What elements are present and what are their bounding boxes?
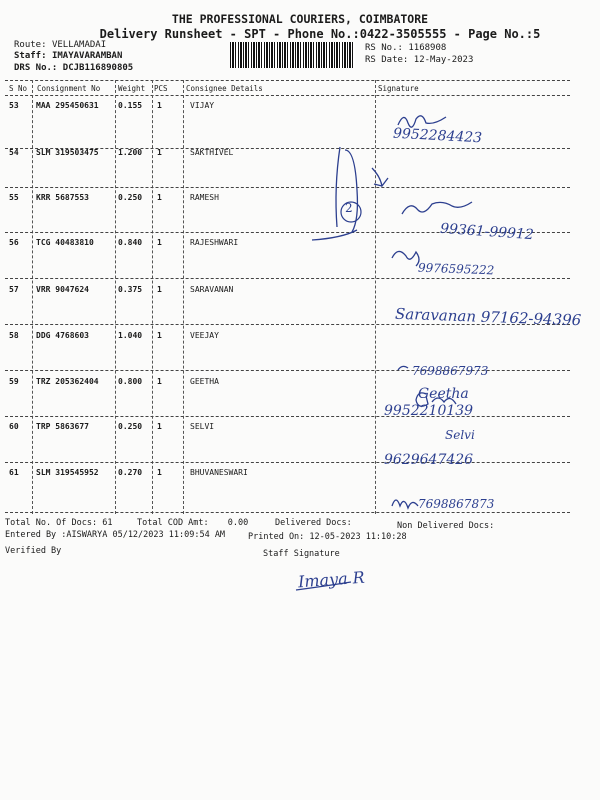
staff-value: IMAYAVARAMBAN <box>51 51 123 61</box>
row-pcs: 1 <box>157 285 162 294</box>
row-sno: 55 <box>9 193 19 202</box>
total-cod-value: 0.00 <box>227 518 249 528</box>
row-weight: 0.155 <box>118 101 143 110</box>
row-consignee: GEETHA <box>190 377 219 386</box>
rs-no-value: 1168908 <box>408 43 447 53</box>
column-header: PCS <box>154 84 168 93</box>
route-value: VELLAMADAI <box>51 40 107 50</box>
column-header: Weight <box>118 84 146 93</box>
total-cod <box>137 518 248 528</box>
staff-label: Staff: <box>14 51 47 61</box>
signature-stroke <box>392 500 418 508</box>
row-weight: 1.040 <box>118 331 143 340</box>
row-sno: 60 <box>9 422 19 431</box>
row-weight: 0.800 <box>118 377 143 386</box>
total-cod-label: Total COD Amt: <box>137 518 209 528</box>
row-pcs: 1 <box>157 238 162 247</box>
row-consignee: VEEJAY <box>190 331 219 340</box>
rs-date-label: RS Date: <box>365 55 409 65</box>
handwritten-phone: 9952210139 <box>384 403 474 419</box>
column-header: Consignment No <box>37 84 101 93</box>
column-header: Signature <box>378 84 419 93</box>
handwritten-phone: 9629647426 <box>384 452 474 468</box>
row-consignment: DDG 4768603 <box>36 331 89 340</box>
row-consignment: MAA 295450631 <box>36 101 99 110</box>
handwritten-phone: 7698867873 <box>418 497 495 511</box>
handwritten-name: Selvi <box>445 428 475 442</box>
row-weight: 0.840 <box>118 238 143 247</box>
drs-value: DCJB116890805 <box>62 63 134 73</box>
route-label: Route: <box>14 40 47 50</box>
handwritten-name-phone: Saravanan 97162-94396 <box>394 304 582 330</box>
row-weight: 0.270 <box>118 468 143 477</box>
column-header: Consignee Details <box>186 84 263 93</box>
printed-on: Printed On: 12-05-2023 11:10:28 <box>248 532 407 542</box>
verified-by: Verified By <box>5 546 62 556</box>
row-sno: 58 <box>9 331 19 340</box>
row-consignee: RAMESH <box>190 193 219 202</box>
handwritten-phone: 7698867973 <box>412 364 489 378</box>
staff-signature-label: Staff Signature <box>263 549 340 559</box>
total-docs-value: 61 <box>102 518 113 528</box>
signature-stroke <box>392 251 419 266</box>
signature-stroke <box>402 202 472 214</box>
row-consignment: SLM 319503475 <box>36 148 99 157</box>
rs-no-label: RS No.: <box>365 43 403 53</box>
row-pcs: 1 <box>157 331 162 340</box>
row-pcs: 1 <box>157 468 162 477</box>
row-consignee: SARAVANAN <box>190 285 234 294</box>
handwritten-circled-number: 2 <box>345 201 353 215</box>
drs-label: DRS No.: <box>14 63 58 73</box>
total-docs-label: Total No. Of Docs: <box>5 518 98 528</box>
arrow-stroke <box>372 168 388 186</box>
rs-date-value: 12-May-2023 <box>413 55 474 65</box>
handwritten-phone: 9952284423 <box>392 125 483 147</box>
row-sno: 57 <box>9 285 19 294</box>
handwritten-phone: 99361-99912 <box>439 220 535 244</box>
non-delivered-docs-label: Non Delivered Docs: <box>397 521 495 531</box>
page-title: THE PROFESSIONAL COURIERS, COIMBATORE <box>171 12 429 26</box>
entered-by: Entered By :AISWARYA 05/12/2023 11:09:54 AM <box>5 530 226 540</box>
total-docs <box>5 518 113 528</box>
handwritten-name: Geetha <box>418 386 469 402</box>
handwritten-phone: 9976595222 <box>417 260 495 278</box>
row-pcs: 1 <box>157 101 162 110</box>
row-weight: 0.250 <box>118 422 143 431</box>
row-weight: 1.200 <box>118 148 143 157</box>
row-consignee: VIJAY <box>190 101 215 110</box>
row-consignment: SLM 319545952 <box>36 468 99 477</box>
row-consignment: TRP 5863677 <box>36 422 89 431</box>
row-consignment: KRR 5687553 <box>36 193 89 202</box>
row-sno: 53 <box>9 101 19 110</box>
row-consignment: TCG 40483810 <box>36 238 94 247</box>
column-header: S No <box>9 84 28 93</box>
staff-signature: Imaya R <box>297 567 366 592</box>
bracket-stroke <box>312 147 357 240</box>
row-consignment: VRR 9047624 <box>36 285 89 294</box>
row-consignee: SAKTHIVEL <box>190 148 234 157</box>
row-consignee: RAJESHWARI <box>190 238 239 247</box>
page-subtitle: Delivery Runsheet - SPT - Phone No.:0422-3505555 - Page No.:5 <box>99 27 541 41</box>
row-weight: 0.375 <box>118 285 143 294</box>
row-pcs: 1 <box>157 148 162 157</box>
row-consignee: BHUVANESWARI <box>190 468 248 477</box>
row-consignee: SELVI <box>190 422 215 431</box>
row-sno: 59 <box>9 377 19 386</box>
row-sno: 56 <box>9 238 19 247</box>
row-pcs: 1 <box>157 422 162 431</box>
row-sno: 54 <box>9 148 19 157</box>
row-consignment: TRZ 205362404 <box>36 377 99 386</box>
row-pcs: 1 <box>157 193 162 202</box>
delivered-docs-label: Delivered Docs: <box>275 518 352 528</box>
signature-stroke <box>398 366 408 370</box>
row-pcs: 1 <box>157 377 162 386</box>
row-weight: 0.250 <box>118 193 143 202</box>
row-sno: 61 <box>9 468 19 477</box>
